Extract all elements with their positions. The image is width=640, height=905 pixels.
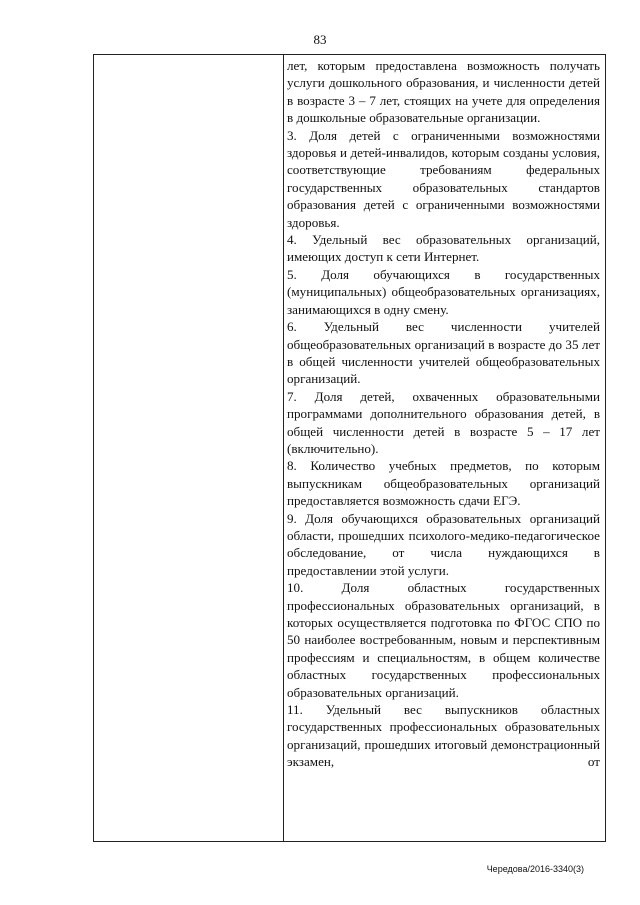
page-number: 83	[313, 32, 327, 47]
document-footer: Чередова/2016-3340(3)	[486, 864, 584, 874]
indicator-paragraph: 8. Количество учебных предметов, по которым выпускникам общеобразовательных организаций предоставляется возможность сдачи ЕГЭ.	[287, 458, 600, 509]
indicator-paragraph: 3. Доля детей с ограниченными возможностями здоровья и детей-инвалидов, которым созданы условия, соответствующие требованиям федеральных государственных образовательных стандартов образования детей с ограниченными возможностями здоровья.	[287, 127, 600, 230]
table-right-column	[287, 57, 600, 771]
indicator-paragraph: 9. Доля обучающихся образовательных организаций области, прошедших психолого-медико-педагогическое обследование, от числа нуждающихся в предоставлении этой услуги.	[287, 510, 600, 578]
indicator-paragraph: 11. Удельный вес выпускников областных государственных профессиональных образовательных организаций, прошедших итоговый демонстрационный экзамен, от	[287, 702, 600, 770]
indicator-paragraph: 7. Доля детей, охваченных образовательными программами дополнительного образования детей, в общей численности детей в возрасте 5 – 17 лет (включительно).	[287, 388, 600, 456]
table-left-column	[94, 55, 284, 841]
indicator-paragraph: лет, которым предоставлена возможность получать услуги дошкольного образования, и численности детей в возрасте 3 – 7 лет, стоящих на учете для определения в дошкольные образовательные организации.	[287, 58, 600, 126]
indicator-paragraph: 4. Удельный вес образовательных организаций, имеющих доступ к сети Интернет.	[287, 232, 600, 265]
indicators-table	[93, 54, 606, 842]
indicator-paragraph: 6. Удельный вес численности учителей общеобразовательных организаций в возрасте до 35 лет в общей численности учителей общеобразовательных организаций.	[287, 319, 600, 387]
indicator-paragraph: 5. Доля обучающихся в государственных (муниципальных) общеобразовательных организациях, занимающихся в одну смену.	[287, 266, 600, 317]
indicator-paragraph: 10. Доля областных государственных профессиональных образовательных организаций, в которых осуществляется подготовка по ФГОС СПО по 50 наиболее востребованным, новым и перспективным профессиям и специальностям, в общем количестве областных государственных профессиональных образовательных организаций.	[287, 580, 600, 700]
